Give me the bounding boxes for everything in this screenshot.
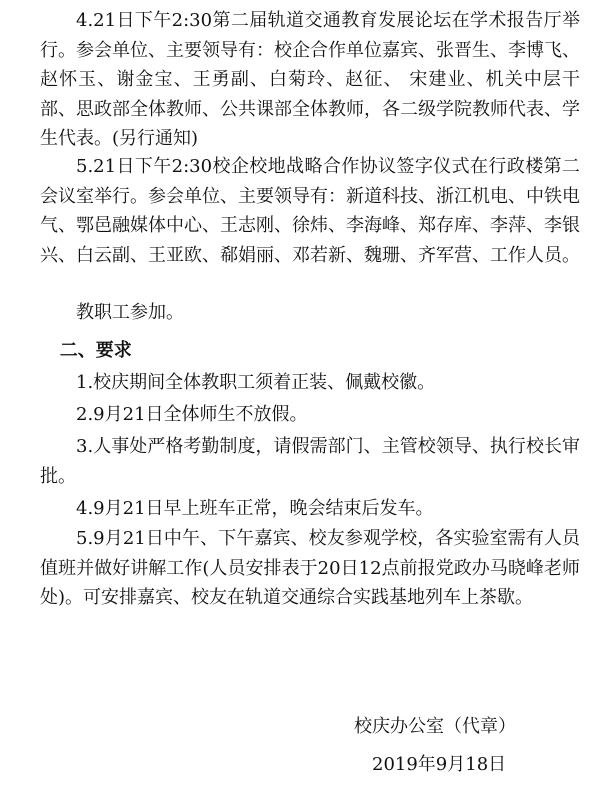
item-staff-attend: 教职工参加。 xyxy=(76,302,184,323)
requirement-item-2: 2.9月21日全体师生不放假。 xyxy=(76,404,308,425)
signature-date: 2019年9月18日 xyxy=(372,754,507,775)
requirement-item-3: 3.人事处严格考勤制度，请假需部门、主管校领导、执行校长审批。 xyxy=(40,436,580,487)
item-signing-ceremony: 5.21日下午2:30校企校地战略合作协议签字仪式在行政楼第二会议室举行。参会单位、主要领导有：新道科技、浙江机电、中铁电气、鄂邑融媒体中心、王志刚、徐炜、李海峰、郑存库、李萍、李银兴、白云副、王亚欧、郗娟丽、邓若新、魏珊、齐军营、工作人员。 xyxy=(40,156,580,266)
requirement-item-1: 1.校庆期间全体教职工须着正装、佩戴校徽。 xyxy=(76,372,436,393)
section-heading-requirements: 二、要求 xyxy=(59,340,132,361)
requirement-item-4: 4.9月21日早上班车正常，晚会结束后发车。 xyxy=(76,498,434,519)
requirement-item-5: 5.9月21日中午、下午嘉宾、校友参观学校，各实验室需有人员值班并做好讲解工作(人员安排表于20日12点前报党政办马晓峰老师处)。可安排嘉宾、校友在轨道交通综合实践基地列车上茶歇。 xyxy=(40,528,580,608)
item-forum: 4.21日下午2:30第二届轨道交通教育发展论坛在学术报告厅举行。参会单位、主要领导有：校企合作单位嘉宾、张晋生、李博飞、赵怀玉、谢金宝、王勇副、白菊玲、赵征、 宋建业、机关中层干部、思政部全体教师、公共课部全体教师，各二级学院教师代表、学生代表。(另行通知) xyxy=(40,10,580,149)
signature-issuer: 校庆办公室（代章） xyxy=(354,716,516,737)
